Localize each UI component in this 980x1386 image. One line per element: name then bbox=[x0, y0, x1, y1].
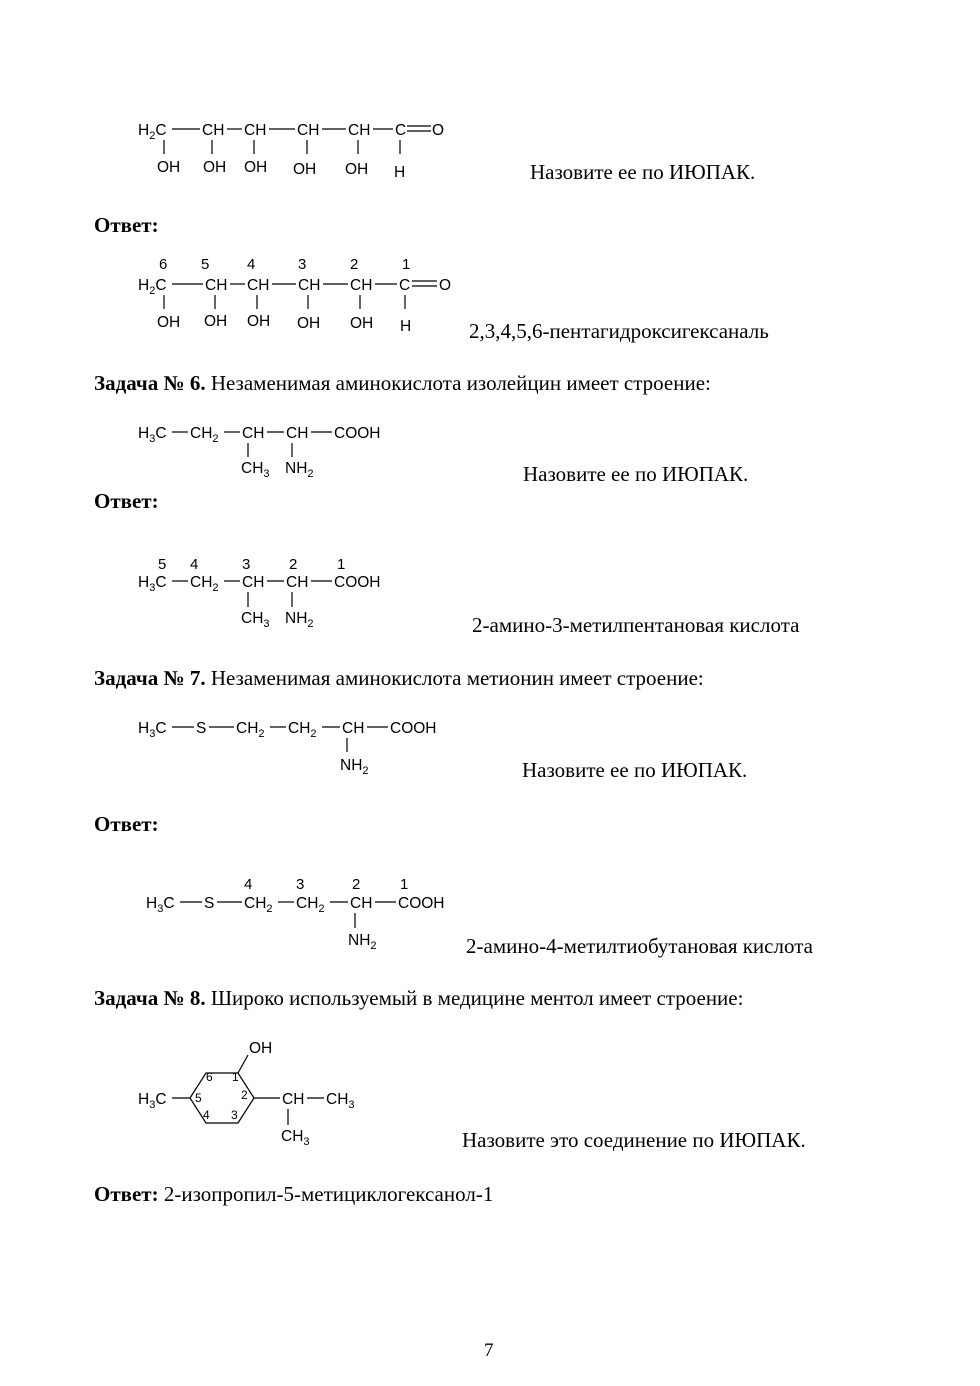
svg-text:CH: CH bbox=[282, 1091, 305, 1108]
svg-text:OH: OH bbox=[345, 161, 369, 178]
svg-text:CH: CH bbox=[247, 277, 270, 294]
task8-heading bbox=[94, 986, 743, 1011]
chain-h2c: $H_2C$ bbox=[138, 122, 167, 142]
svg-text:OH: OH bbox=[157, 314, 181, 331]
svg-text:OH: OH bbox=[204, 313, 228, 330]
svg-text:CH: CH bbox=[342, 720, 365, 737]
svg-text:6: 6 bbox=[159, 256, 168, 273]
task7-answer-label: Ответ: bbox=[94, 812, 159, 836]
svg-text:NH2: $NH_2$ bbox=[285, 460, 314, 480]
task6-title: Задача № 6. bbox=[94, 371, 206, 395]
svg-text:CH: CH bbox=[298, 277, 321, 294]
task8-answer-name: 2-изопропил-5-метициклогексанол-1 bbox=[163, 1182, 494, 1206]
svg-text:CH: CH bbox=[350, 895, 373, 912]
svg-text:S: S bbox=[204, 895, 215, 912]
svg-text:H3C: $H_3C$ bbox=[138, 720, 167, 740]
aldehyde-o: O bbox=[432, 122, 445, 139]
answer-label: Ответ: bbox=[94, 213, 159, 237]
svg-text:1: 1 bbox=[400, 876, 409, 893]
svg-text:OH: OH bbox=[247, 313, 271, 330]
svg-text:OH: OH bbox=[350, 315, 374, 332]
svg-text:COOH: COOH bbox=[390, 720, 437, 737]
task6-heading bbox=[94, 371, 711, 396]
svg-text:CH2: $CH_2$ bbox=[190, 425, 219, 445]
svg-text:COOH: COOH bbox=[334, 574, 381, 591]
isoleucine-structure-answer bbox=[130, 553, 400, 633]
svg-text:CH3: $CH_3$ bbox=[241, 460, 270, 480]
chain-ch-2: CH bbox=[348, 122, 371, 139]
svg-text:CH: CH bbox=[205, 277, 228, 294]
svg-text:CH: CH bbox=[286, 574, 309, 591]
svg-text:H: H bbox=[394, 164, 406, 181]
chain-ch-5: CH bbox=[202, 122, 225, 139]
isoleucine-structure-question bbox=[130, 418, 400, 483]
svg-text:2: 2 bbox=[289, 556, 298, 573]
svg-text:5: 5 bbox=[201, 256, 210, 273]
svg-text:O: O bbox=[439, 277, 452, 294]
svg-text:6: 6 bbox=[206, 1070, 213, 1084]
svg-text:CH: CH bbox=[242, 574, 265, 591]
glucose-structure-answer bbox=[130, 250, 470, 340]
svg-text:OH: OH bbox=[293, 161, 317, 178]
block5-answer-name: 2,3,4,5,6-пентагидроксигексаналь bbox=[469, 319, 769, 343]
svg-text:4: 4 bbox=[203, 1108, 210, 1122]
chain-c-1: C bbox=[395, 122, 407, 139]
svg-text:3: 3 bbox=[298, 256, 307, 273]
task7-title: Задача № 7. bbox=[94, 666, 206, 690]
task7-text: Незаменимая аминокислота метионин имеет строение: bbox=[210, 666, 704, 690]
svg-text:OH: OH bbox=[157, 159, 181, 176]
task6-answer-label: Ответ: bbox=[94, 489, 159, 513]
svg-text:4: 4 bbox=[247, 256, 256, 273]
svg-text:S: S bbox=[196, 720, 207, 737]
chain-ch-3: CH bbox=[297, 122, 320, 139]
svg-text:H2C: $H_2C$ bbox=[138, 277, 167, 297]
methionine-structure-question bbox=[130, 713, 450, 778]
svg-text:OH: OH bbox=[203, 159, 227, 176]
svg-text:3: 3 bbox=[296, 876, 305, 893]
svg-text:1: 1 bbox=[232, 1070, 239, 1084]
svg-text:OH: OH bbox=[249, 1040, 273, 1057]
page-number: 7 bbox=[484, 1340, 494, 1361]
task7-answer-name: 2-амино-4-метилтиобутановая кислота bbox=[466, 934, 813, 958]
svg-text:4: 4 bbox=[190, 556, 199, 573]
glucose-structure-question bbox=[130, 112, 460, 187]
chain-ch-4: CH bbox=[244, 122, 267, 139]
svg-text:CH2: $CH_2$ bbox=[296, 895, 325, 915]
svg-text:H3C: $H_3C$ bbox=[138, 574, 167, 594]
svg-text:1: 1 bbox=[337, 556, 346, 573]
methionine-structure-answer bbox=[138, 872, 458, 952]
task8-text: Широко используемый в медицине ментол имеет строение: bbox=[210, 986, 744, 1010]
svg-text:2: 2 bbox=[352, 876, 361, 893]
task8-answer-label: Ответ: bbox=[94, 1182, 159, 1206]
task6-text: Незаменимая аминокислота изолейцин имеет строение: bbox=[210, 371, 711, 395]
svg-text:CH3: $CH_3$ bbox=[281, 1128, 310, 1148]
svg-text:H: H bbox=[400, 318, 412, 335]
svg-text:5: 5 bbox=[195, 1091, 202, 1105]
svg-text:COOH: COOH bbox=[398, 895, 445, 912]
svg-text:H3C: $H_3C$ bbox=[138, 1091, 167, 1111]
task7-heading bbox=[94, 666, 704, 691]
svg-text:H3C: $H_3C$ bbox=[146, 895, 175, 915]
svg-text:OH: OH bbox=[244, 159, 268, 176]
task8-answer bbox=[94, 1182, 493, 1207]
svg-text:CH2: $CH_2$ bbox=[244, 895, 273, 915]
svg-text:4: 4 bbox=[244, 876, 253, 893]
svg-text:OH: OH bbox=[297, 315, 321, 332]
svg-text:CH3: $CH_3$ bbox=[326, 1091, 355, 1111]
svg-text:3: 3 bbox=[242, 556, 251, 573]
svg-text:2: 2 bbox=[350, 256, 359, 273]
svg-text:NH2: $NH_2$ bbox=[285, 610, 314, 630]
svg-text:CH: CH bbox=[350, 277, 373, 294]
svg-text:1: 1 bbox=[402, 256, 411, 273]
svg-text:3: 3 bbox=[231, 1108, 238, 1122]
svg-text:CH2: $CH_2$ bbox=[288, 720, 317, 740]
svg-text:CH: CH bbox=[286, 425, 309, 442]
task6-name-prompt: Назовите ее по ИЮПАК. bbox=[523, 462, 749, 486]
svg-text:CH2: $CH_2$ bbox=[236, 720, 265, 740]
svg-text:5: 5 bbox=[158, 556, 167, 573]
menthol-structure bbox=[130, 1035, 370, 1150]
name-iupac-prompt: Назовите ее по ИЮПАК. bbox=[530, 160, 756, 184]
task7-name-prompt: Назовите ее по ИЮПАК. bbox=[522, 758, 748, 782]
task8-question: Назовите это соединение по ИЮПАК. bbox=[462, 1128, 806, 1152]
svg-text:C: C bbox=[399, 277, 411, 294]
svg-text:H3C: $H_3C$ bbox=[138, 425, 167, 445]
svg-text:NH2: $NH_2$ bbox=[340, 757, 369, 777]
svg-text:NH2: $NH_2$ bbox=[348, 932, 377, 952]
svg-text:CH: CH bbox=[242, 425, 265, 442]
svg-text:CH2: $CH_2$ bbox=[190, 574, 219, 594]
svg-text:2: 2 bbox=[241, 1088, 248, 1102]
task8-title: Задача № 8. bbox=[94, 986, 206, 1010]
svg-text:CH3: $CH_3$ bbox=[241, 610, 270, 630]
svg-text:COOH: COOH bbox=[334, 425, 381, 442]
task6-answer-name: 2-амино-3-метилпентановая кислота bbox=[472, 613, 800, 637]
